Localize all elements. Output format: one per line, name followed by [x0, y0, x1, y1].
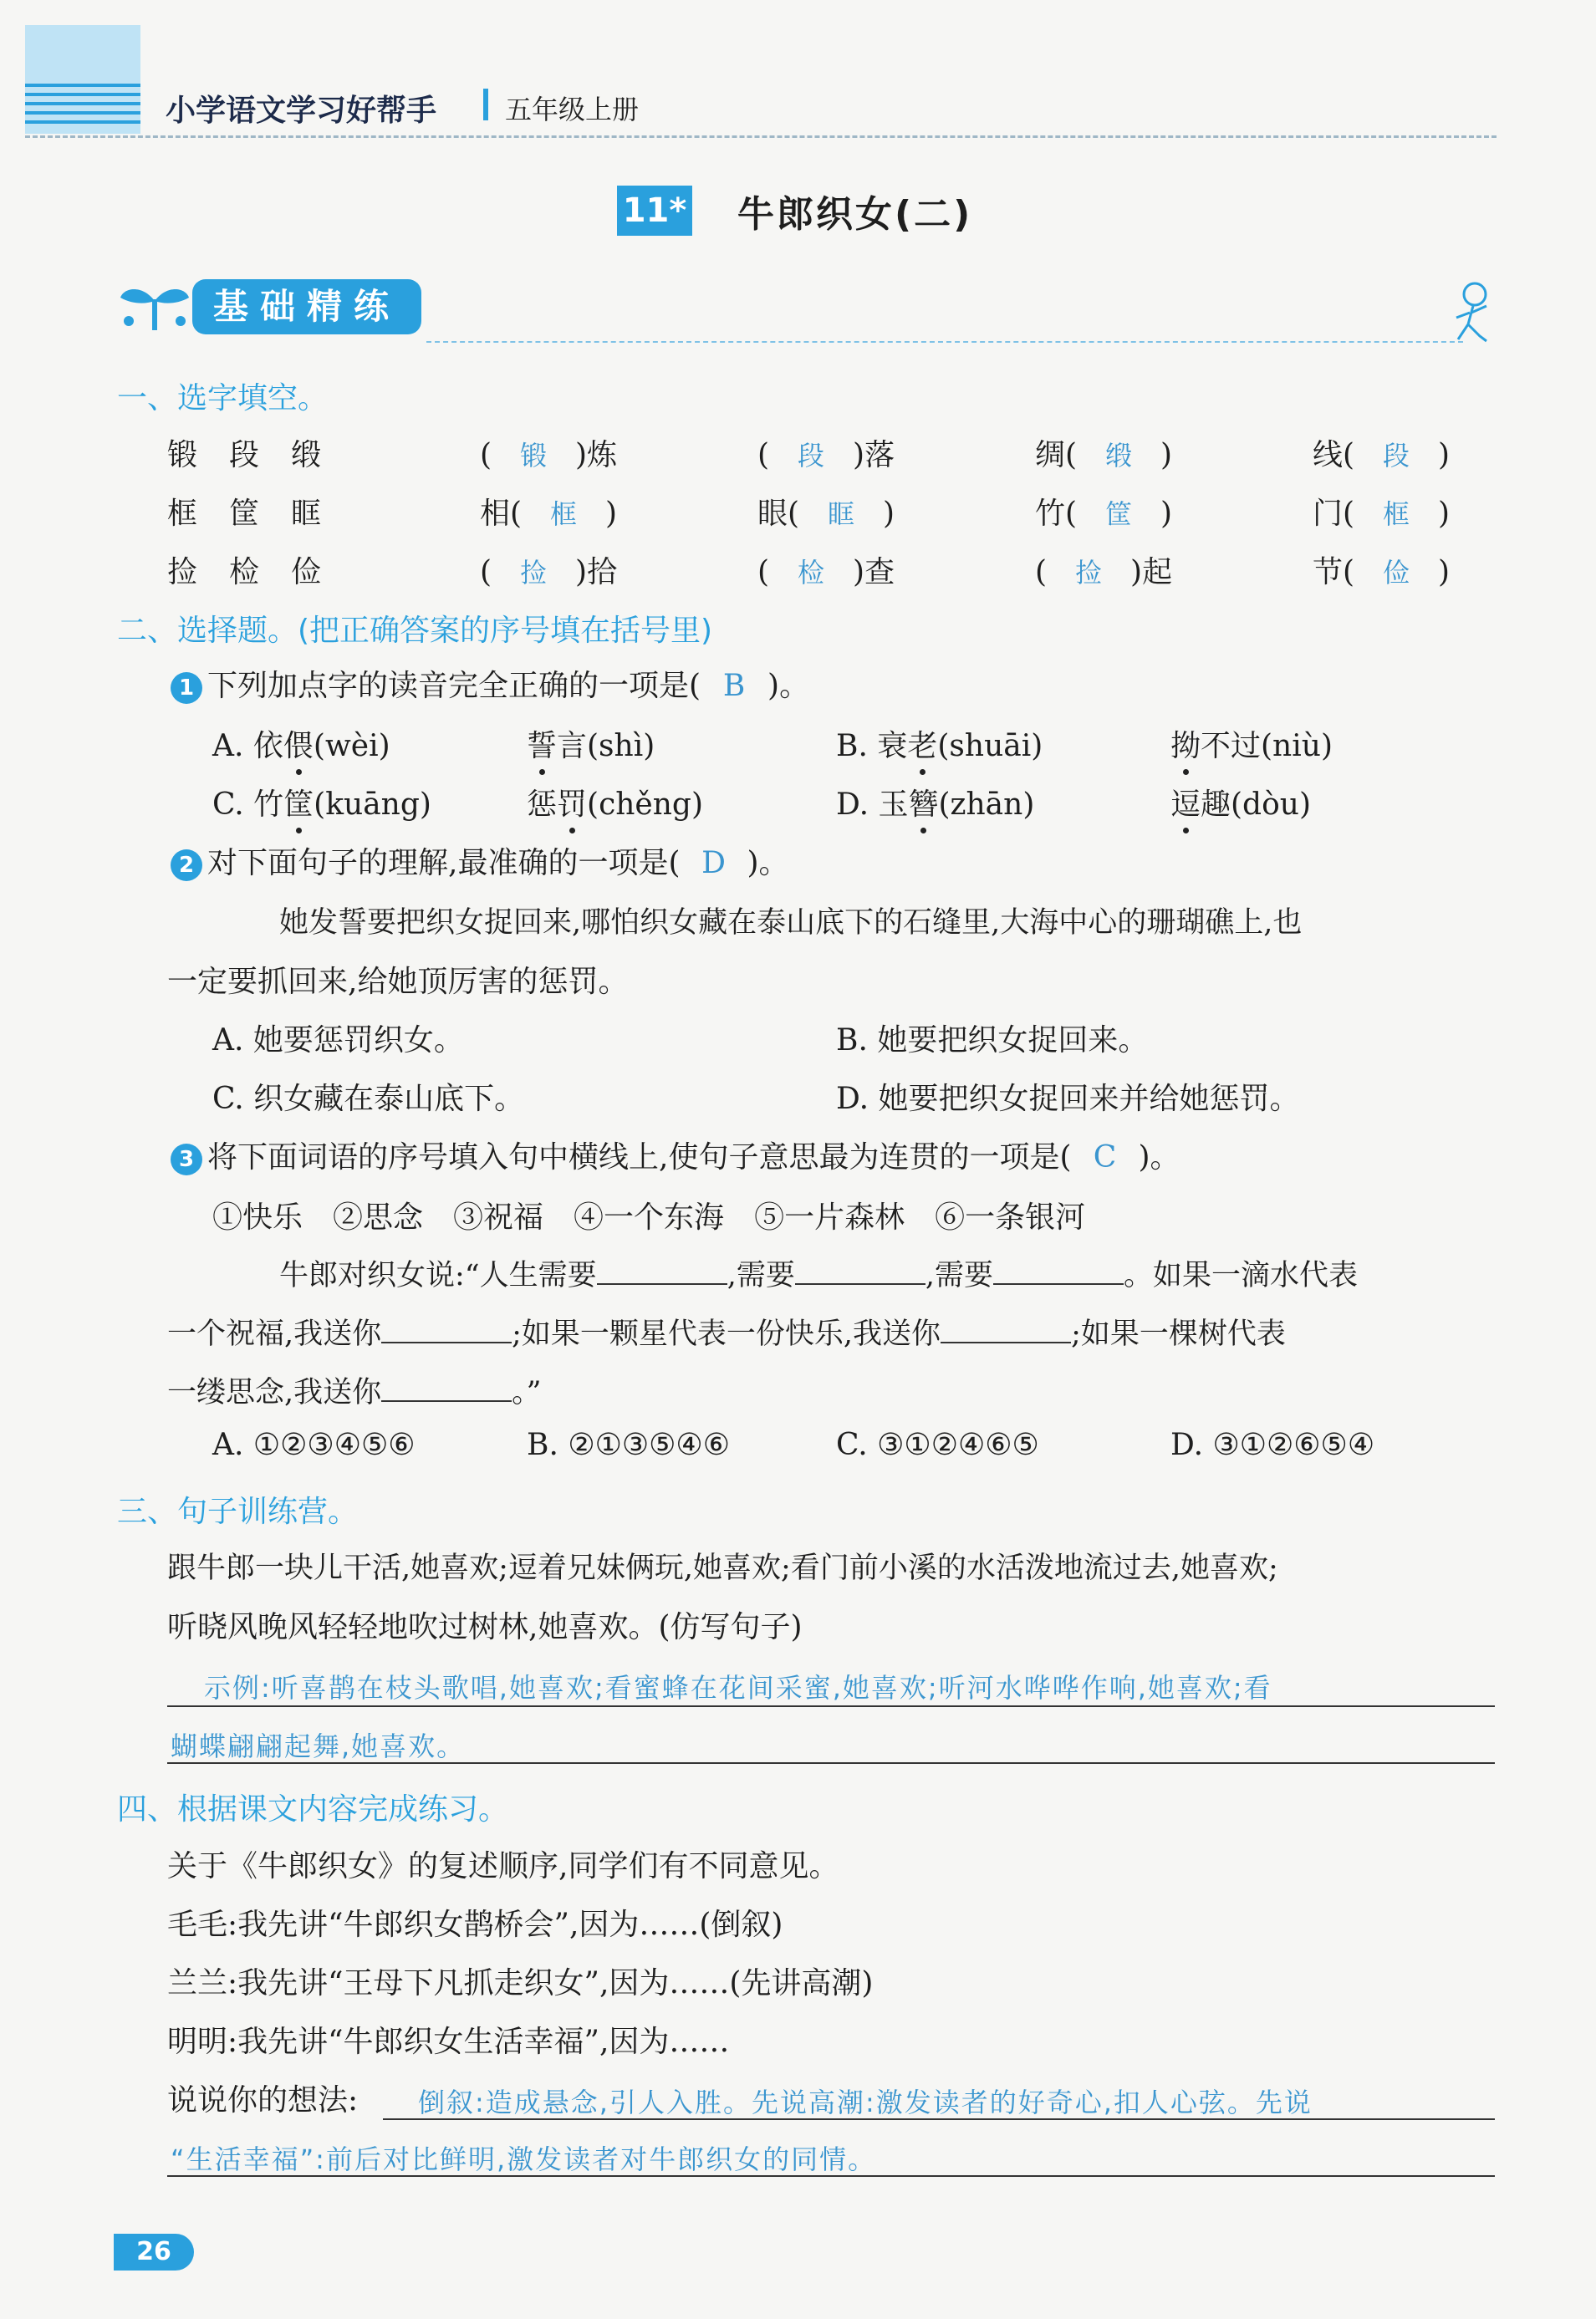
- q2-option-d: D. 她要把织女捉回来并给她惩罚。: [836, 1082, 1300, 1116]
- q3-sentence-line3: 一缕思念,我送你 。”: [167, 1369, 542, 1411]
- q1-option-b1: B. 衰老(shuāi): [836, 722, 1043, 765]
- char-group: 锻段缎: [167, 438, 354, 472]
- q1-number: 1: [171, 672, 202, 704]
- q3-sentence-line1: 牛郎对织女说:“人生需要 ,需要 ,需要 。如果一滴水代表: [279, 1252, 1358, 1294]
- s4-line1: 关于《牛郎织女》的复述顺序,同学们有不同意见。: [167, 1849, 839, 1883]
- fill-item: ( 段 )落: [757, 438, 895, 472]
- fill-item: 相( 框 ): [480, 497, 618, 531]
- fill-item: 门( 框 ): [1313, 497, 1451, 531]
- q3-word-list: ①快乐 ②思念 ③祝福 ④一个东海 ⑤一片森林 ⑥一条银河: [212, 1200, 1086, 1235]
- q3-answer: C: [1093, 1140, 1117, 1175]
- header-dashed-rule: [25, 135, 1497, 138]
- s4-line4: 明明:我先讲“牛郎织女生活幸福”,因为……: [167, 2025, 730, 2059]
- q1-stem: 1 下列加点字的读音完全正确的一项是( B )。: [171, 662, 809, 705]
- fill-item: 眼( 眶 ): [757, 497, 895, 531]
- sprout-icon: [117, 276, 192, 334]
- q1-option-b2: 拗不过(niù): [1170, 722, 1333, 765]
- q3-option-c: C. ③①②④⑥⑤: [836, 1428, 1039, 1462]
- fill-item: ( 锻 )炼: [480, 438, 618, 472]
- q3-stem: 3 将下面词语的序号填入句中横线上,使句子意思最为连贯的一项是( C )。: [171, 1134, 1180, 1176]
- q3-option-d: D. ③①②⑥⑤④: [1170, 1428, 1375, 1462]
- fill-item: ( 捡 )起: [1035, 555, 1173, 589]
- q3-option-a: A. ①②③④⑤⑥: [212, 1428, 416, 1462]
- section-banner: 基础精练: [192, 279, 421, 334]
- section2-heading: 二、选择题。(把正确答案的序号填在括号里): [117, 614, 713, 648]
- q2-passage-line2: 一定要抓回来,给她顶厉害的惩罚。: [167, 965, 629, 999]
- q1-option-c1: C. 竹筐(kuāng): [212, 781, 431, 823]
- fill-item: ( 检 )查: [757, 555, 895, 589]
- s4-line3: 兰兰:我先讲“王母下凡抓走织女”,因为……(先讲高潮): [167, 1966, 874, 2000]
- q2-option-c: C. 织女藏在泰山底下。: [212, 1082, 525, 1116]
- fill-item: 节( 俭 ): [1313, 555, 1451, 589]
- q3-sentence-line2: 一个祝福,我送你 ;如果一颗星代表一份快乐,我送你 ;如果一棵树代表: [167, 1311, 1286, 1353]
- q3-option-b: B. ②①③⑤④⑥: [527, 1428, 730, 1462]
- fill-item: 竹( 筐 ): [1035, 497, 1173, 531]
- s4-answer-underline-1: [383, 2118, 1495, 2120]
- s4-line2: 毛毛:我先讲“牛郎织女鹊桥会”,因为……(倒叙): [167, 1908, 783, 1942]
- fill-item: 绸( 缎 ): [1035, 438, 1173, 472]
- q2-passage-line1: 她发誓要把织女捉回来,哪怕织女藏在泰山底下的石缝里,大海中心的珊瑚礁上,也: [279, 906, 1303, 940]
- q1-option-a2: 誓言(shì): [527, 722, 655, 765]
- header-divider: [483, 89, 488, 120]
- fill-item: ( 捡 )拾: [480, 555, 618, 589]
- q1-option-a1: A. 依偎(wèi): [212, 722, 390, 765]
- lesson-number-badge: 11*: [617, 186, 692, 236]
- section1-heading: 一、选字填空。: [117, 381, 329, 415]
- s3-answer-line2: 蝴蝶翩翩起舞,她喜欢。: [171, 1730, 466, 1762]
- s3-passage-line1: 跟牛郎一块儿干活,她喜欢;逗着兄妹俩玩,她喜欢;看门前小溪的水活泼地流过去,她喜欢;: [167, 1552, 1278, 1585]
- char-group: 捡检俭: [167, 555, 354, 589]
- q2-option-b: B. 她要把织女捉回来。: [836, 1023, 1149, 1058]
- s4-answer-line1: 倒叙:造成悬念,引人入胜。先说高潮:激发读者的好奇心,扣人心弦。先说: [418, 2087, 1313, 2118]
- s3-answer-underline-2: [167, 1762, 1495, 1764]
- q2-number: 2: [171, 849, 202, 881]
- s4-answer-underline-2: [167, 2175, 1495, 2177]
- s3-answer-line1: 示例:听喜鹊在枝头歌唱,她喜欢;看蜜蜂在花间采蜜,她喜欢;听河水哗哗作响,她喜欢;看: [204, 1672, 1272, 1704]
- header-stripes: [25, 84, 140, 125]
- q1-option-d1: D. 玉簪(zhān): [836, 781, 1034, 823]
- q1-option-c2: 惩罚(chěng): [527, 781, 703, 823]
- q2-option-a: A. 她要惩罚织女。: [212, 1023, 464, 1058]
- grade-label: 五年级上册: [505, 94, 640, 125]
- char-group: 框筐眶: [167, 497, 354, 531]
- q3-number: 3: [171, 1144, 202, 1175]
- s3-passage-line2: 听晓风晚风轻轻地吹过树林,她喜欢。(仿写句子): [167, 1610, 803, 1644]
- s4-answer-line2: “生活幸福”:前后对比鲜明,激发读者对牛郎织女的同情。: [171, 2143, 877, 2175]
- q2-stem: 2 对下面句子的理解,最准确的一项是( D )。: [171, 839, 789, 882]
- banner-dashed-line: [426, 341, 1463, 343]
- q1-answer: B: [722, 669, 746, 703]
- q1-option-d2: 逗趣(dòu): [1170, 781, 1311, 823]
- q2-answer: D: [701, 846, 726, 880]
- page-number: 26: [114, 2234, 194, 2271]
- lesson-title: 牛郎织女(二): [737, 193, 973, 236]
- book-title: 小学语文学习好帮手: [166, 94, 437, 128]
- s3-answer-underline-1: [167, 1705, 1495, 1707]
- s4-prompt: 说说你的想法:: [167, 2083, 359, 2118]
- section4-heading: 四、根据课文内容完成练习。: [117, 1792, 509, 1827]
- fill-item: 线( 段 ): [1313, 438, 1451, 472]
- section3-heading: 三、句子训练营。: [117, 1495, 359, 1529]
- running-figure-icon: [1441, 281, 1500, 348]
